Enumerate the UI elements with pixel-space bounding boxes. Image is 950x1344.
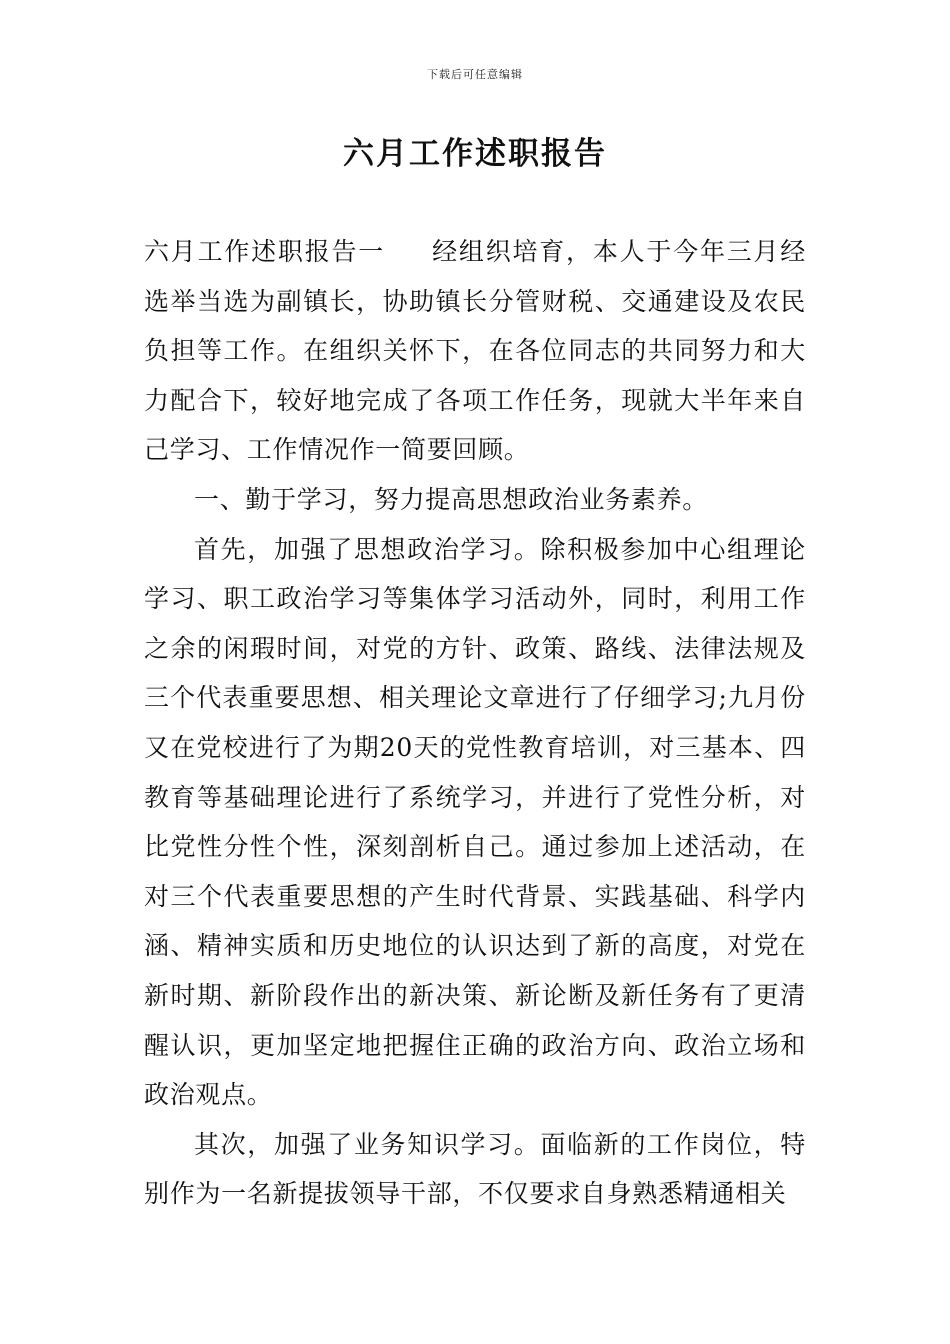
body-paragraph-2: 其次，加强了业务知识学习。面临新的工作岗位，特别作为一名新提拔领导干部，不仅要求自身熟悉精通相关 (144, 1129, 806, 1209)
intro-label: 六月工作述职报告一 (144, 237, 386, 266)
document-body (144, 227, 806, 1219)
intro-paragraph (144, 227, 806, 475)
header-note: 下载后可任意编辑 (427, 68, 523, 81)
body-paragraph-1: 首先，加强了思想政治学习。除积极参加中心组理论学习、职工政治学习等集体学习活动外，同时，利用工作之余的闲瑕时间，对党的方针、政策、路线、法律法规及三个代表重要思想、相关理论文章进行了仔细学习;九月份又在党校进行了为期20天的党性教育培训，对三基本、四教育等基础理论进行了系统学习，并进行了党性分析，对比党性分性个性，深刻剖析自己。通过参加上述活动，在对三个代表重要思想的产生时代背景、实践基础、科学内涵、精神实质和历史地位的认识达到了新的高度，对党在新时期、新阶段作出的新决策、新论断及新任务有了更清醒认识，更加坚定地把握住正确的政治方向、政治立场和政治观点。 (144, 534, 806, 1110)
document-title: 六月工作述职报告 (343, 136, 607, 172)
intro-text: 经组织培育，本人于今年三月经选举当选为副镇长，协助镇长分管财税、交通建设及农民负担等工作。在组织关怀下，在各位同志的共同努力和大力配合下，较好地完成了各项工作任务，现就大半年来自己学习、工作情况作一简要回顾。 (144, 237, 806, 465)
section-heading: 一、勤于学习，努力提高思想政治业务素养。 (194, 484, 709, 514)
